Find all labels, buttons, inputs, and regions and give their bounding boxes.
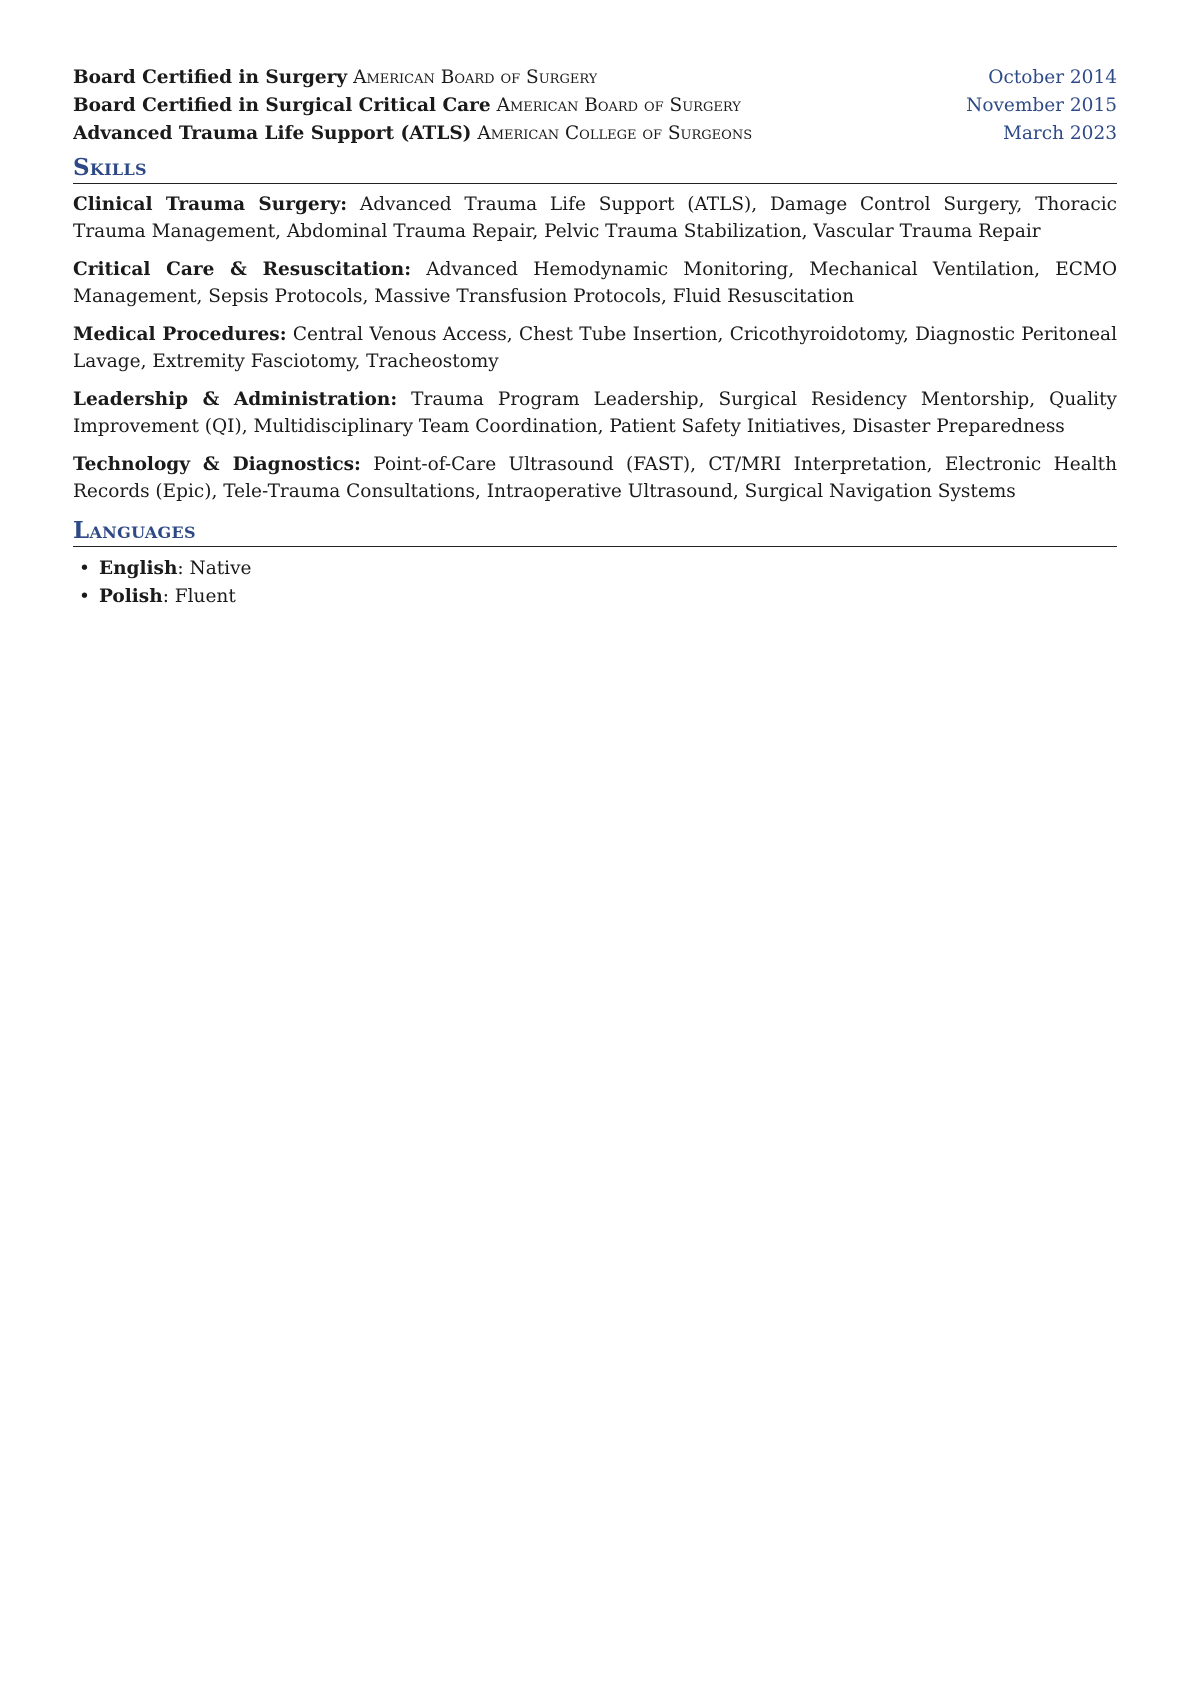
skill-category: Medical Procedures: <box>73 324 287 345</box>
language-item <box>77 583 1117 611</box>
skill-details: Central Venous Access, Chest Tube Insertion, Cricothyroidotomy, Diagnostic Peritoneal Lavage, Extremity Fasciotomy, Tracheostomy <box>73 324 1117 372</box>
certification-date: November 2015 <box>966 95 1117 116</box>
skill-item <box>73 386 1117 440</box>
languages-heading: Languages <box>73 516 1117 547</box>
skill-item <box>73 321 1117 375</box>
language-item <box>77 555 1117 583</box>
skills-heading: Skills <box>73 153 1117 184</box>
certification-row <box>73 64 1117 92</box>
skill-category: Leadership & Administration: <box>73 389 398 410</box>
skill-item <box>73 256 1117 310</box>
certifications-section <box>73 64 1117 148</box>
skill-category: Critical Care & Resuscitation: <box>73 259 412 280</box>
skill-category: Technology & Diagnostics: <box>73 454 361 475</box>
skill-details: Advanced Trauma Life Support (ATLS), Damage Control Surgery, Thoracic Trauma Management, Abdominal Trauma Repair, Pelvic Trauma Stabilization, Vascular Trauma Repair <box>73 194 1117 242</box>
bullet-icon: • <box>79 586 90 607</box>
languages-section <box>73 516 1117 611</box>
language-level: : Native <box>177 558 252 579</box>
certification-row <box>73 92 1117 120</box>
bullet-icon: • <box>79 558 90 579</box>
skills-section <box>73 153 1117 505</box>
certification-date: October 2014 <box>988 67 1117 88</box>
certification-issuer: American College of Surgeons <box>477 123 753 144</box>
skill-item <box>73 191 1117 245</box>
skill-details: Point-of-Care Ultrasound (FAST), CT/MRI Interpretation, Electronic Health Records (Epic), Tele-Trauma Consultations, Intraoperative Ultrasound, Surgical Navigation Systems <box>73 454 1117 502</box>
languages-list <box>73 555 1117 611</box>
language-level: : Fluent <box>162 586 236 607</box>
language-name: Polish <box>99 586 163 607</box>
skill-item <box>73 451 1117 505</box>
certification-name: Advanced Trauma Life Support (ATLS) <box>73 123 472 144</box>
certification-name: Board Certified in Surgical Critical Care <box>73 95 491 116</box>
skill-category: Clinical Trauma Surgery: <box>73 194 348 215</box>
certification-date: March 2023 <box>1002 123 1117 144</box>
certification-name: Board Certified in Surgery <box>73 67 348 88</box>
certification-issuer: American Board of Surgery <box>353 67 598 88</box>
certification-issuer: American Board of Surgery <box>496 95 741 116</box>
skill-details: Advanced Hemodynamic Monitoring, Mechanical Ventilation, ECMO Management, Sepsis Protocols, Massive Transfusion Protocols, Fluid Resuscitation <box>73 259 1117 307</box>
skill-details: Trauma Program Leadership, Surgical Residency Mentorship, Quality Improvement (QI), Multidisciplinary Team Coordination, Patient Safety Initiatives, Disaster Preparedness <box>73 389 1117 437</box>
language-name: English <box>99 558 178 579</box>
certification-row <box>73 120 1117 148</box>
skills-list <box>73 191 1117 505</box>
